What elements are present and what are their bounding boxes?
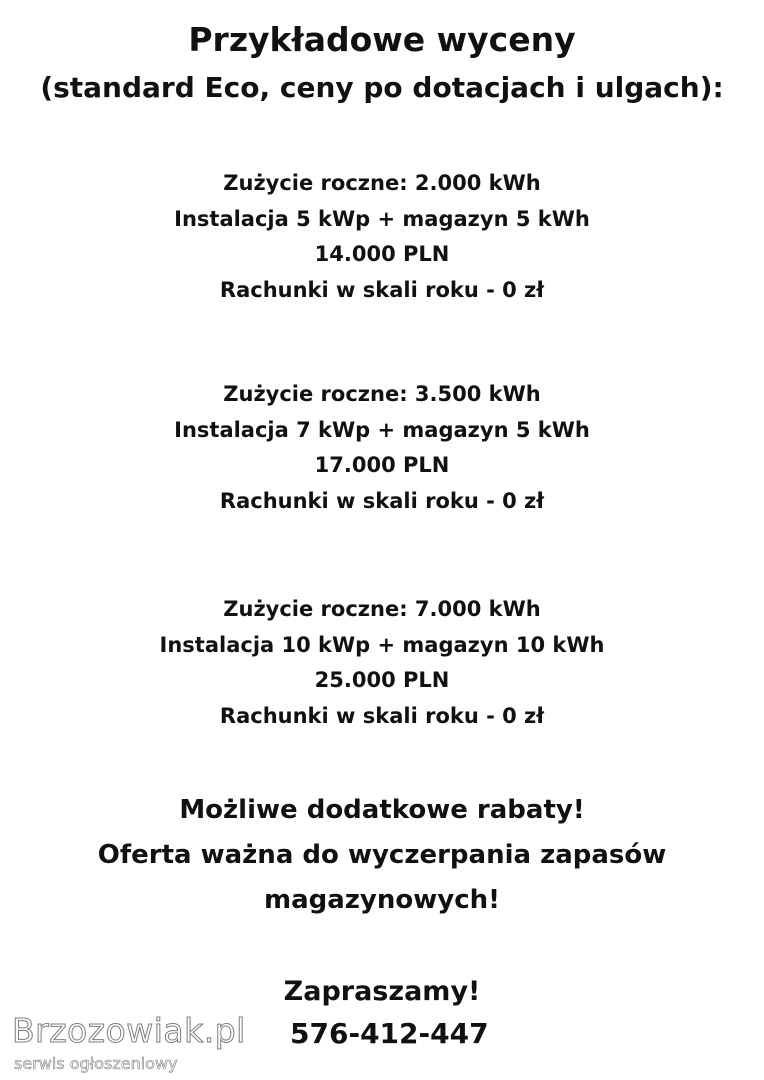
quote-price: 17.000 PLN	[314, 453, 450, 477]
invite-text: Zapraszamy!	[283, 976, 481, 1007]
quote-price: 25.000 PLN	[314, 668, 450, 692]
quote-bills: Rachunki w skali roku - 0 zł	[219, 703, 545, 728]
quote-block-2	[0, 377, 764, 519]
quote-installation: Instalacja 7 kWp + magazyn 5 kWh	[174, 417, 590, 442]
quote-installation: Instalacja 10 kWp + magazyn 10 kWh	[159, 632, 605, 657]
watermark-logo: Brzozowiak.pl	[12, 1011, 246, 1050]
quote-usage: Zużycie roczne: 2.000 kWh	[223, 171, 541, 195]
quote-usage: Zużycie roczne: 3.500 kWh	[223, 382, 541, 406]
watermark-tagline: serwis ogłoszeniowy	[14, 1054, 178, 1073]
page-title: Przykładowe wyceny	[188, 20, 576, 59]
quote-block-3	[0, 592, 764, 734]
quote-bills: Rachunki w skali roku - 0 zł	[219, 488, 545, 513]
quote-block-1	[0, 166, 764, 308]
promo-line: Możliwe dodatkowe rabaty!	[179, 795, 585, 825]
page-subtitle: (standard Eco, ceny po dotacjach i ulgach):	[40, 71, 724, 104]
quote-installation: Instalacja 5 kWp + magazyn 5 kWh	[174, 206, 590, 231]
quote-usage: Zużycie roczne: 7.000 kWh	[223, 597, 541, 621]
quote-price: 14.000 PLN	[314, 242, 450, 266]
promo-line: magazynowych!	[264, 885, 500, 915]
quote-bills: Rachunki w skali roku - 0 zł	[219, 277, 545, 302]
promo-line: Oferta ważna do wyczerpania zapasów	[97, 840, 667, 870]
phone-number: 576-412-447	[290, 1017, 489, 1050]
promo-block	[0, 788, 764, 923]
